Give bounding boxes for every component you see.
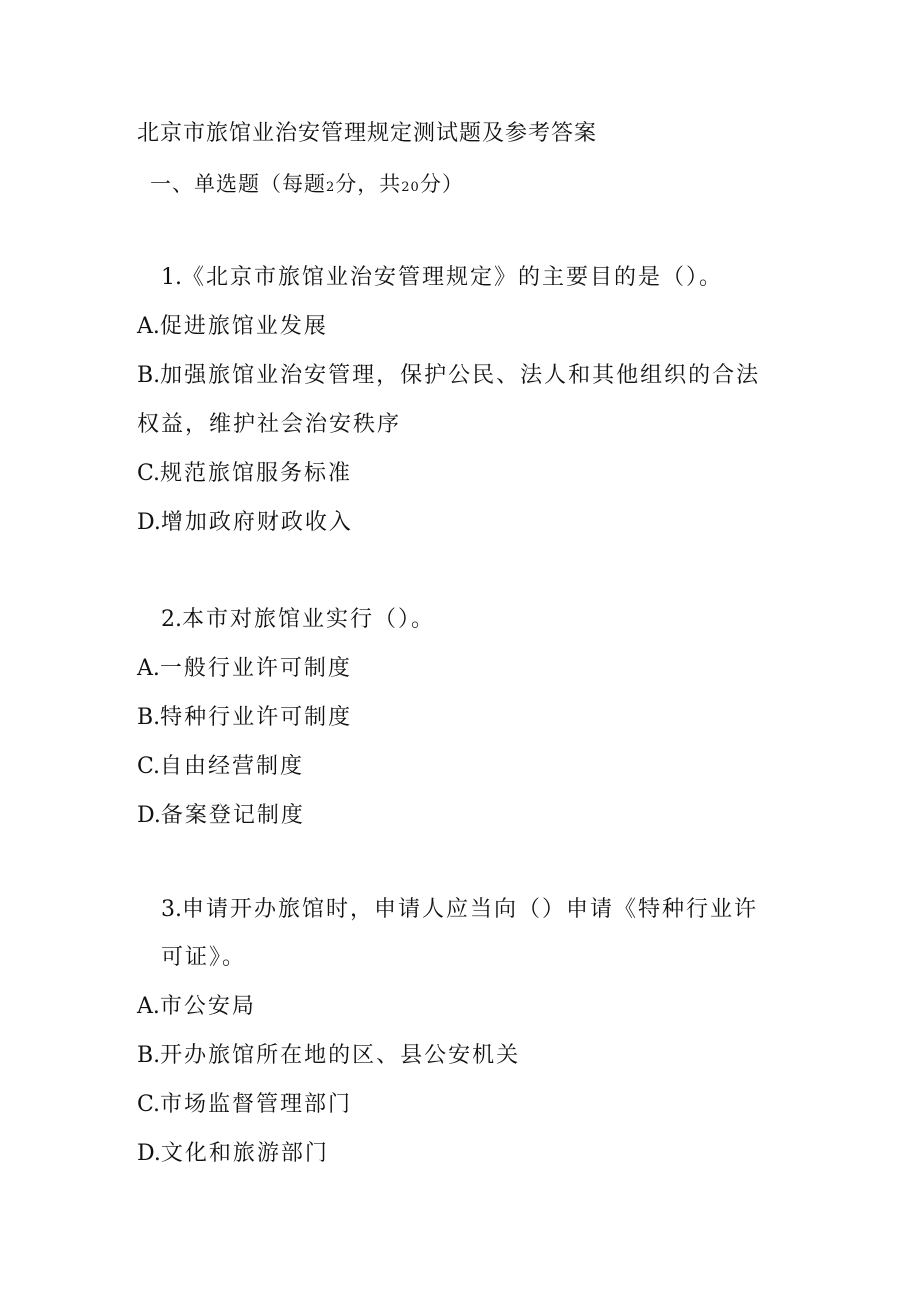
option-b bbox=[137, 351, 777, 449]
section-heading bbox=[150, 168, 464, 198]
question-text: 《北京市旅馆业治安管理规定》的主要目的是（）。 bbox=[182, 265, 724, 290]
option-text: 备案登记制度 bbox=[160, 803, 305, 828]
option-a bbox=[137, 644, 777, 693]
question-number: 2. bbox=[161, 607, 182, 632]
option-letter: B. bbox=[137, 1043, 161, 1068]
question-text: 本市对旅馆业实行（）。 bbox=[182, 607, 436, 632]
option-c bbox=[137, 742, 777, 791]
option-text: 市公安局 bbox=[159, 994, 256, 1019]
option-text: 自由经营制度 bbox=[160, 754, 305, 779]
question-stem bbox=[137, 886, 777, 982]
option-text: 规范旅馆服务标准 bbox=[160, 461, 353, 486]
option-b bbox=[137, 1031, 777, 1080]
option-text: 文化和旅游部门 bbox=[160, 1141, 329, 1166]
option-text: 增加政府财政收入 bbox=[160, 510, 353, 535]
option-d bbox=[137, 498, 777, 547]
option-c bbox=[137, 449, 777, 498]
section-heading-mid: 分，共 bbox=[335, 172, 402, 196]
option-text: 一般行业许可制度 bbox=[159, 656, 352, 681]
option-d bbox=[137, 1129, 777, 1178]
section-heading-prefix: 一、单选题（每题 bbox=[150, 172, 326, 196]
section-total-score: 20 bbox=[401, 180, 420, 195]
option-text: 促进旅馆业发展 bbox=[159, 314, 328, 339]
question-1 bbox=[137, 254, 777, 547]
option-d bbox=[137, 791, 777, 840]
option-text: 市场监督管理部门 bbox=[160, 1092, 353, 1117]
question-text: 申请开办旅馆时，申请人应当向（）申请《特种行业许可证》。 bbox=[161, 897, 759, 970]
section-heading-suffix: 分） bbox=[419, 172, 464, 196]
option-b bbox=[137, 693, 777, 742]
option-letter: D. bbox=[137, 510, 161, 535]
question-number: 1. bbox=[161, 265, 182, 290]
option-letter: B. bbox=[137, 363, 161, 388]
option-text: 加强旅馆业治安管理，保护公民、法人和其他组织的合法权益，维护社会治安秩序 bbox=[137, 363, 761, 437]
question-stem bbox=[137, 254, 777, 302]
option-a bbox=[137, 982, 777, 1031]
option-letter: A. bbox=[137, 314, 160, 339]
option-letter: C. bbox=[137, 461, 161, 486]
option-text: 特种行业许可制度 bbox=[160, 705, 353, 730]
question-2 bbox=[137, 596, 777, 840]
option-letter: A. bbox=[137, 994, 160, 1019]
option-text: 开办旅馆所在地的区、县公安机关 bbox=[160, 1043, 521, 1068]
option-letter: C. bbox=[137, 754, 161, 779]
question-stem bbox=[137, 596, 777, 644]
option-letter: C. bbox=[137, 1092, 161, 1117]
document-title: 北京市旅馆业治安管理规定测试题及参考答案 bbox=[137, 121, 598, 146]
option-letter: A. bbox=[137, 656, 160, 681]
option-c bbox=[137, 1080, 777, 1129]
question-number: 3. bbox=[161, 897, 182, 922]
option-letter: B. bbox=[137, 705, 161, 730]
option-letter: D. bbox=[137, 803, 161, 828]
option-letter: D. bbox=[137, 1141, 161, 1166]
section-per-score: 2 bbox=[326, 180, 336, 195]
option-a bbox=[137, 302, 777, 351]
question-3 bbox=[137, 886, 777, 1178]
